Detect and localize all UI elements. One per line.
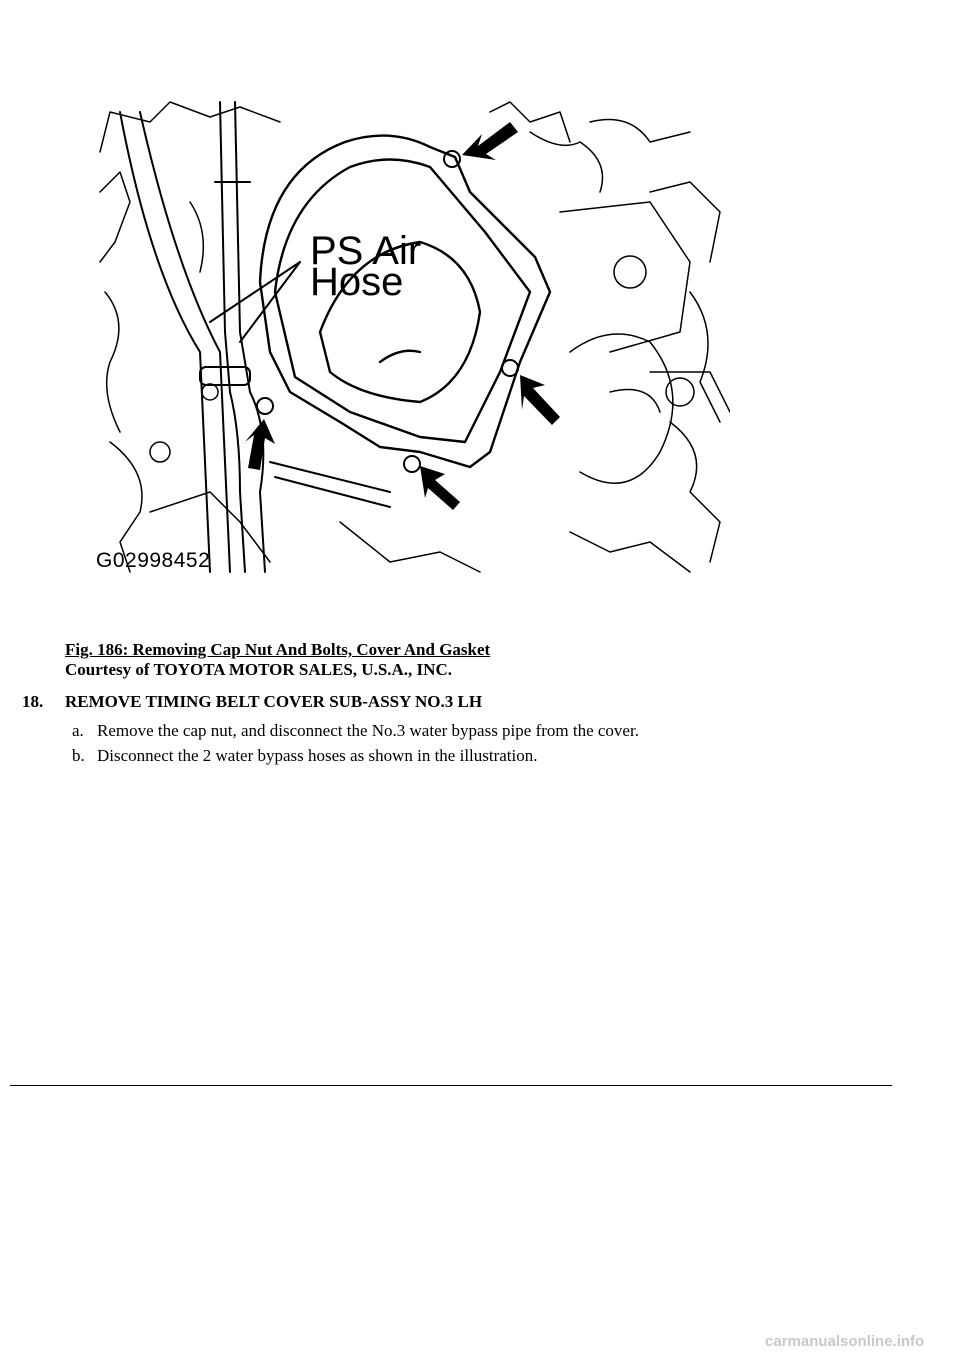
step-title: REMOVE TIMING BELT COVER SUB-ASSY NO.3 LH — [65, 692, 483, 711]
caption-title: Fig. 186: Removing Cap Nut And Bolts, Cover And Gasket — [65, 640, 491, 659]
engine-illustration — [90, 92, 730, 582]
hoses — [120, 102, 390, 572]
substep-list — [72, 718, 639, 768]
substep-text: Disconnect the 2 water bypass hoses as shown in the illustration. — [97, 746, 538, 765]
ps-air-hose-label-line1: PS Air — [310, 229, 422, 273]
timing-belt-cover — [260, 136, 550, 467]
caption-credit: Courtesy of TOYOTA MOTOR SALES, U.S.A., INC. — [65, 660, 452, 679]
engine-background — [100, 102, 730, 572]
figure-caption — [65, 640, 490, 680]
substep-letter: a. — [72, 721, 84, 740]
substep-b — [72, 743, 639, 768]
substep-a — [72, 718, 639, 743]
substep-letter: b. — [72, 746, 85, 765]
watermark: carmanualsonline.info — [765, 1333, 925, 1350]
ps-air-hose-label-line2: Hose — [310, 260, 404, 304]
procedure-step — [22, 692, 482, 712]
step-number: 18. — [22, 692, 44, 711]
ps-air-hose-label — [310, 229, 421, 304]
page-divider — [10, 1085, 892, 1086]
figure-id: G02998452 — [96, 549, 211, 572]
substep-text: Remove the cap nut, and disconnect the No.3 water bypass pipe from the cover. — [97, 721, 639, 740]
